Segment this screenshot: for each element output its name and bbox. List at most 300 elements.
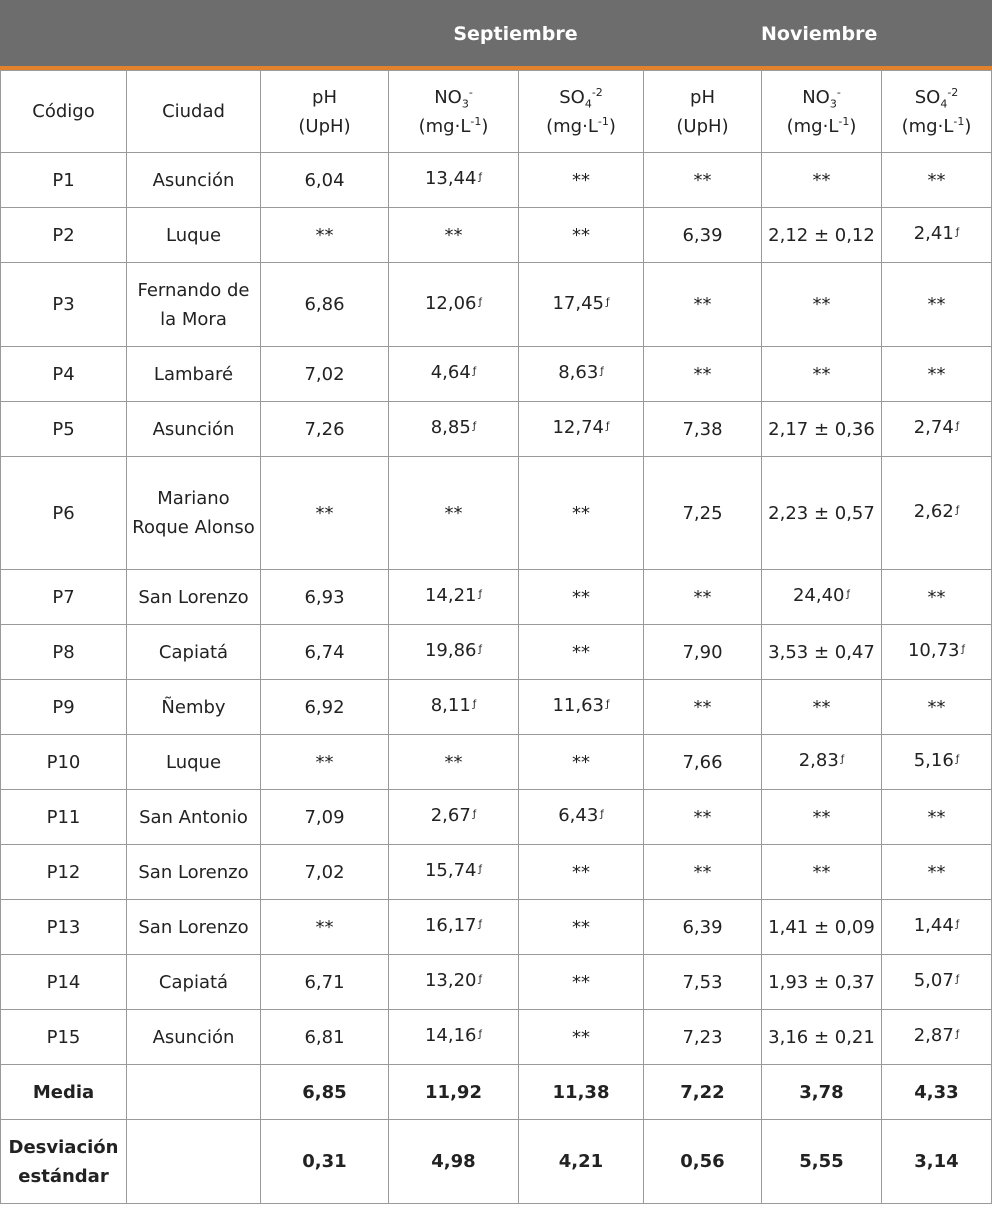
sample-code-cell — [1, 347, 127, 402]
value-cell — [389, 790, 519, 845]
column-header-unit: (UpH) — [298, 115, 351, 137]
cell-value: ** — [927, 586, 946, 608]
cell-value: 5,07 — [913, 970, 954, 991]
cell-value: ** — [572, 502, 590, 524]
group-label-septiembre: Septiembre — [453, 23, 578, 45]
footnote-mark: ƒ — [478, 589, 483, 600]
cell-value: Ñemby — [161, 696, 226, 718]
value-cell — [519, 845, 644, 900]
cell-value: ** — [315, 916, 334, 938]
cell-value: 2,41 — [913, 223, 954, 244]
cell-value: San Lorenzo — [138, 916, 249, 938]
cell-value: Capiatá — [158, 971, 229, 993]
column-header-2 — [261, 71, 389, 153]
cell-value: ** — [812, 861, 831, 883]
value-cell — [882, 153, 992, 208]
cell-value: 7,09 — [304, 806, 345, 828]
cell-value: 8,85 — [430, 417, 471, 438]
footnote-mark: ƒ — [478, 296, 483, 308]
cell-value: ** — [812, 363, 831, 385]
value-cell — [882, 263, 992, 347]
value-cell — [762, 680, 882, 735]
cell-value: 11,63 — [552, 695, 604, 716]
cell-value: 2,12 ± 0,12 — [768, 224, 875, 246]
column-header-unit-close: ) — [608, 115, 616, 137]
city-cell — [127, 402, 261, 457]
cell-value: ** — [693, 363, 712, 385]
column-header-unit: (mg·L — [546, 115, 598, 137]
cell-value: 6,04 — [304, 169, 345, 191]
sample-code-cell — [1, 625, 127, 680]
summary-value-cell: 3,14 — [882, 1120, 992, 1204]
cell-value: P14 — [46, 971, 81, 993]
cell-value: ** — [812, 696, 831, 718]
value-cell — [261, 955, 389, 1010]
results-table — [0, 70, 992, 1204]
value-cell — [882, 680, 992, 735]
value-cell — [519, 900, 644, 955]
summary-label: Media — [1, 1065, 127, 1120]
sample-code-cell — [1, 735, 127, 790]
cell-value: ** — [572, 1026, 590, 1048]
cell-value: 7,26 — [304, 418, 345, 440]
city-cell — [127, 680, 261, 735]
city-cell — [127, 625, 261, 680]
cell-value: ** — [927, 294, 946, 315]
value-cell — [389, 955, 519, 1010]
column-header-7 — [882, 71, 992, 153]
cell-value: Asunción — [152, 169, 235, 191]
column-header-6 — [762, 71, 882, 153]
cell-value: 14,16 — [424, 1025, 477, 1046]
value-cell — [519, 1010, 644, 1065]
value-cell — [261, 570, 389, 625]
value-cell — [762, 900, 882, 955]
value-cell — [519, 680, 644, 735]
summary-value-cell: 6,85 — [261, 1065, 389, 1120]
column-header-unit-exponent: -1 — [597, 114, 609, 128]
sample-code-cell — [1, 570, 127, 625]
column-header-unit: (mg·L — [418, 115, 471, 137]
sample-code-cell — [1, 900, 127, 955]
footnote-mark: ƒ — [606, 421, 610, 432]
cell-value: 7,53 — [682, 971, 723, 993]
summary-value-cell: 7,22 — [644, 1065, 762, 1120]
column-header-subscript: 3 — [461, 97, 469, 111]
value-cell — [644, 263, 762, 347]
footnote-mark: ƒ — [955, 505, 960, 516]
value-cell — [882, 402, 992, 457]
cell-value: P13 — [46, 916, 81, 938]
footnote-mark: ƒ — [955, 1029, 960, 1040]
column-header-4 — [519, 71, 644, 153]
column-header-superscript: -2 — [947, 85, 959, 99]
cell-value: 6,86 — [304, 294, 345, 315]
cell-value: ** — [572, 861, 590, 883]
group-label-noviembre: Noviembre — [761, 23, 878, 45]
column-header-label: SO — [559, 86, 585, 108]
summary-value-cell: 4,33 — [882, 1065, 992, 1120]
column-header-1 — [127, 71, 261, 153]
summary-empty-cell — [127, 1065, 261, 1120]
value-cell — [261, 402, 389, 457]
summary-value-cell: 5,55 — [762, 1120, 882, 1204]
table-row — [1, 845, 992, 900]
value-cell — [519, 570, 644, 625]
value-cell — [519, 153, 644, 208]
table-row — [1, 347, 992, 402]
city-cell — [127, 735, 261, 790]
column-header-unit: (UpH) — [676, 115, 729, 137]
table-body — [1, 153, 992, 1204]
cell-value: 2,62 — [913, 501, 954, 522]
value-cell — [519, 625, 644, 680]
cell-value: Fernando de la Mora — [137, 279, 250, 330]
column-header-unit-exponent: -1 — [838, 114, 850, 128]
cell-value: ** — [693, 806, 712, 828]
column-header-unit-close: ) — [481, 115, 489, 137]
cell-value: ** — [572, 224, 590, 246]
table-row — [1, 570, 992, 625]
cell-value: 24,40 — [792, 585, 845, 606]
value-cell — [762, 735, 882, 790]
cell-value: 13,44 — [424, 168, 477, 189]
summary-value-cell: 3,78 — [762, 1065, 882, 1120]
value-cell — [519, 955, 644, 1010]
sample-code-cell — [1, 402, 127, 457]
summary-row — [1, 1120, 992, 1204]
value-cell — [389, 570, 519, 625]
value-cell — [389, 735, 519, 790]
value-cell — [261, 845, 389, 900]
footnote-mark: ƒ — [606, 699, 610, 710]
column-header-unit-exponent: -1 — [953, 114, 965, 128]
value-cell — [762, 790, 882, 845]
cell-value: San Lorenzo — [138, 861, 249, 883]
column-header-label: NO — [434, 86, 462, 108]
footnote-mark: ƒ — [478, 919, 483, 930]
column-header-superscript: -2 — [591, 85, 603, 99]
cell-value: 10,73 — [907, 640, 960, 661]
cell-value: 6,81 — [304, 1026, 345, 1048]
table-row — [1, 208, 992, 263]
summary-label: Desviación estándar — [1, 1120, 127, 1204]
footnote-mark: ƒ — [955, 227, 960, 238]
cell-value: 13,20 — [424, 970, 477, 991]
value-cell — [882, 457, 992, 570]
sample-code-cell — [1, 208, 127, 263]
cell-value: 12,06 — [424, 292, 477, 314]
value-cell — [762, 263, 882, 347]
sample-code-cell — [1, 457, 127, 570]
cell-value: ** — [927, 169, 946, 191]
value-cell — [261, 457, 389, 570]
cell-value: ** — [315, 751, 334, 773]
footnote-mark: ƒ — [840, 754, 845, 765]
column-header-subscript: 4 — [940, 97, 948, 111]
cell-value: ** — [572, 916, 590, 938]
cell-value: ** — [812, 294, 831, 315]
value-cell — [389, 625, 519, 680]
cell-value: 2,83 — [798, 750, 839, 771]
value-cell — [261, 153, 389, 208]
value-cell — [882, 790, 992, 845]
cell-value: P7 — [52, 586, 75, 608]
cell-value: 12,74 — [552, 417, 604, 438]
value-cell — [644, 570, 762, 625]
cell-value: 7,66 — [682, 751, 723, 773]
sample-code-cell — [1, 263, 127, 347]
cell-value: 7,02 — [304, 861, 345, 883]
value-cell — [644, 900, 762, 955]
city-cell — [127, 153, 261, 208]
sample-code-cell — [1, 1010, 127, 1065]
cell-value: 3,16 ± 0,21 — [768, 1026, 875, 1048]
cell-value: ** — [444, 751, 463, 773]
column-header-label: NO — [802, 86, 830, 108]
value-cell — [644, 1010, 762, 1065]
cell-value: ** — [572, 641, 590, 663]
footnote-mark: ƒ — [472, 809, 477, 820]
cell-value: 6,39 — [682, 224, 723, 246]
value-cell — [389, 153, 519, 208]
value-cell — [762, 1010, 882, 1065]
cell-value: Mariano Roque Alonso — [132, 488, 255, 538]
cell-value: P8 — [52, 641, 75, 663]
value-cell — [389, 208, 519, 263]
cell-value: P5 — [52, 418, 75, 440]
city-cell — [127, 955, 261, 1010]
cell-value: San Antonio — [139, 806, 248, 828]
table-row — [1, 955, 992, 1010]
city-cell — [127, 347, 261, 402]
cell-value: ** — [693, 586, 712, 608]
cell-value: ** — [315, 224, 334, 246]
sample-code-cell — [1, 845, 127, 900]
summary-empty-cell — [127, 1120, 261, 1204]
cell-value: 4,64 — [430, 362, 471, 383]
column-header-unit: (mg·L — [786, 115, 839, 137]
summary-value-cell: 0,31 — [261, 1120, 389, 1204]
summary-value-cell: 11,38 — [519, 1065, 644, 1120]
value-cell — [882, 625, 992, 680]
footnote-mark: ƒ — [472, 366, 477, 377]
value-cell — [519, 263, 644, 347]
footnote-mark: ƒ — [961, 644, 966, 655]
cell-value: 6,43 — [558, 805, 599, 826]
cell-value: 7,02 — [304, 363, 345, 385]
cell-value: P2 — [52, 224, 75, 246]
footnote-mark: ƒ — [955, 421, 960, 432]
cell-value: 17,45 — [552, 292, 604, 314]
summary-value-cell: 0,56 — [644, 1120, 762, 1204]
city-cell — [127, 790, 261, 845]
table-row — [1, 625, 992, 680]
cell-value: 5,16 — [913, 750, 954, 771]
summary-row — [1, 1065, 992, 1120]
cell-value: 1,93 ± 0,37 — [768, 971, 875, 993]
column-header-unit-exponent: -1 — [470, 114, 482, 128]
summary-value-cell: 4,21 — [519, 1120, 644, 1204]
table-row — [1, 735, 992, 790]
table-row — [1, 263, 992, 347]
cell-value: 1,44 — [913, 915, 954, 936]
footnote-mark: ƒ — [478, 644, 483, 655]
summary-value-cell: 4,98 — [389, 1120, 519, 1204]
column-header-5 — [644, 71, 762, 153]
value-cell — [762, 208, 882, 263]
cell-value: P12 — [46, 861, 81, 883]
footnote-mark: ƒ — [478, 974, 483, 985]
value-cell — [644, 208, 762, 263]
cell-value: 7,38 — [682, 418, 723, 440]
cell-value: 6,71 — [304, 971, 345, 993]
footnote-mark: ƒ — [606, 296, 610, 308]
footnote-mark: ƒ — [472, 421, 477, 432]
table-row — [1, 153, 992, 208]
value-cell — [644, 457, 762, 570]
value-cell — [644, 625, 762, 680]
cell-value: 2,67 — [430, 805, 471, 826]
table-row — [1, 900, 992, 955]
sample-code-cell — [1, 680, 127, 735]
value-cell — [644, 955, 762, 1010]
value-cell — [519, 208, 644, 263]
column-header-unit-close: ) — [849, 115, 857, 137]
value-cell — [389, 457, 519, 570]
table-row — [1, 1010, 992, 1065]
value-cell — [644, 402, 762, 457]
cell-value: 7,23 — [682, 1026, 723, 1048]
cell-value: 6,92 — [304, 696, 345, 718]
value-cell — [389, 900, 519, 955]
value-cell — [261, 680, 389, 735]
value-cell — [644, 680, 762, 735]
column-header-unit: (mg·L — [901, 115, 954, 137]
value-cell — [882, 208, 992, 263]
cell-value: 7,25 — [682, 502, 723, 524]
city-cell — [127, 208, 261, 263]
cell-value: ** — [444, 502, 463, 524]
value-cell — [762, 153, 882, 208]
cell-value: ** — [315, 502, 334, 524]
value-cell — [762, 347, 882, 402]
cell-value: 1,41 ± 0,09 — [768, 916, 875, 938]
value-cell — [882, 955, 992, 1010]
column-header-0 — [1, 71, 127, 153]
value-cell — [882, 845, 992, 900]
sample-code-cell — [1, 790, 127, 845]
footnote-mark: ƒ — [955, 754, 960, 765]
cell-value: ** — [572, 586, 590, 608]
cell-value: ** — [693, 861, 712, 883]
cell-value: P9 — [52, 696, 75, 718]
value-cell — [644, 790, 762, 845]
table-row — [1, 790, 992, 845]
cell-value: Lambaré — [153, 363, 234, 385]
city-cell — [127, 1010, 261, 1065]
column-header-row — [1, 71, 992, 153]
value-cell — [762, 457, 882, 570]
column-header-superscript: - — [468, 85, 473, 99]
table-row — [1, 457, 992, 570]
value-cell — [762, 625, 882, 680]
cell-value: P15 — [46, 1026, 81, 1048]
value-cell — [261, 347, 389, 402]
value-cell — [644, 153, 762, 208]
cell-value: ** — [693, 294, 712, 315]
footnote-mark: ƒ — [472, 699, 477, 710]
sample-code-cell — [1, 955, 127, 1010]
column-header-label: Código — [32, 101, 95, 122]
cell-value: 15,74 — [424, 860, 477, 881]
cell-value: 8,63 — [558, 362, 599, 383]
cell-value: 2,87 — [913, 1025, 954, 1046]
column-header-superscript: - — [836, 85, 841, 99]
city-cell — [127, 900, 261, 955]
cell-value: 6,93 — [304, 586, 345, 608]
value-cell — [644, 845, 762, 900]
cell-value: Luque — [165, 224, 222, 246]
cell-value: Capiatá — [158, 641, 229, 663]
value-cell — [644, 347, 762, 402]
cell-value: P3 — [52, 294, 75, 315]
cell-value: 7,90 — [682, 641, 723, 663]
footnote-mark: ƒ — [846, 589, 851, 600]
column-header-label: SO — [914, 86, 941, 108]
value-cell — [261, 1010, 389, 1065]
column-header-subscript: 4 — [584, 97, 592, 111]
table-row — [1, 402, 992, 457]
cell-value: ** — [927, 806, 946, 828]
footnote-mark: ƒ — [478, 864, 483, 875]
sample-code-cell — [1, 153, 127, 208]
column-header-label: Ciudad — [162, 101, 225, 122]
value-cell — [389, 263, 519, 347]
cell-value: P10 — [46, 751, 81, 773]
cell-value: San Lorenzo — [138, 586, 249, 608]
cell-value: ** — [927, 363, 946, 385]
cell-value: ** — [444, 224, 463, 246]
value-cell — [261, 625, 389, 680]
cell-value: P11 — [46, 806, 81, 828]
cell-value: Luque — [165, 751, 222, 773]
column-header-label: pH — [690, 86, 715, 108]
footnote-mark: ƒ — [478, 172, 483, 183]
table-row — [1, 680, 992, 735]
footnote-mark: ƒ — [478, 1029, 483, 1040]
cell-value: Asunción — [152, 418, 235, 440]
cell-value: 19,86 — [424, 640, 477, 661]
cell-value: 14,21 — [424, 585, 477, 606]
cell-value: P4 — [52, 363, 75, 385]
footnote-mark: ƒ — [955, 919, 960, 930]
group-header-bar — [0, 0, 992, 70]
value-cell — [762, 570, 882, 625]
column-header-subscript: 3 — [829, 97, 837, 111]
city-cell — [127, 570, 261, 625]
value-cell — [882, 570, 992, 625]
cell-value: 2,74 — [913, 417, 954, 438]
value-cell — [644, 735, 762, 790]
footnote-mark: ƒ — [600, 809, 604, 820]
cell-value: 6,74 — [304, 641, 345, 663]
cell-value: 8,11 — [430, 695, 471, 716]
footnote-mark: ƒ — [600, 366, 604, 377]
column-header-label: pH — [312, 86, 337, 108]
cell-value: ** — [927, 696, 946, 718]
cell-value: 16,17 — [424, 915, 477, 936]
